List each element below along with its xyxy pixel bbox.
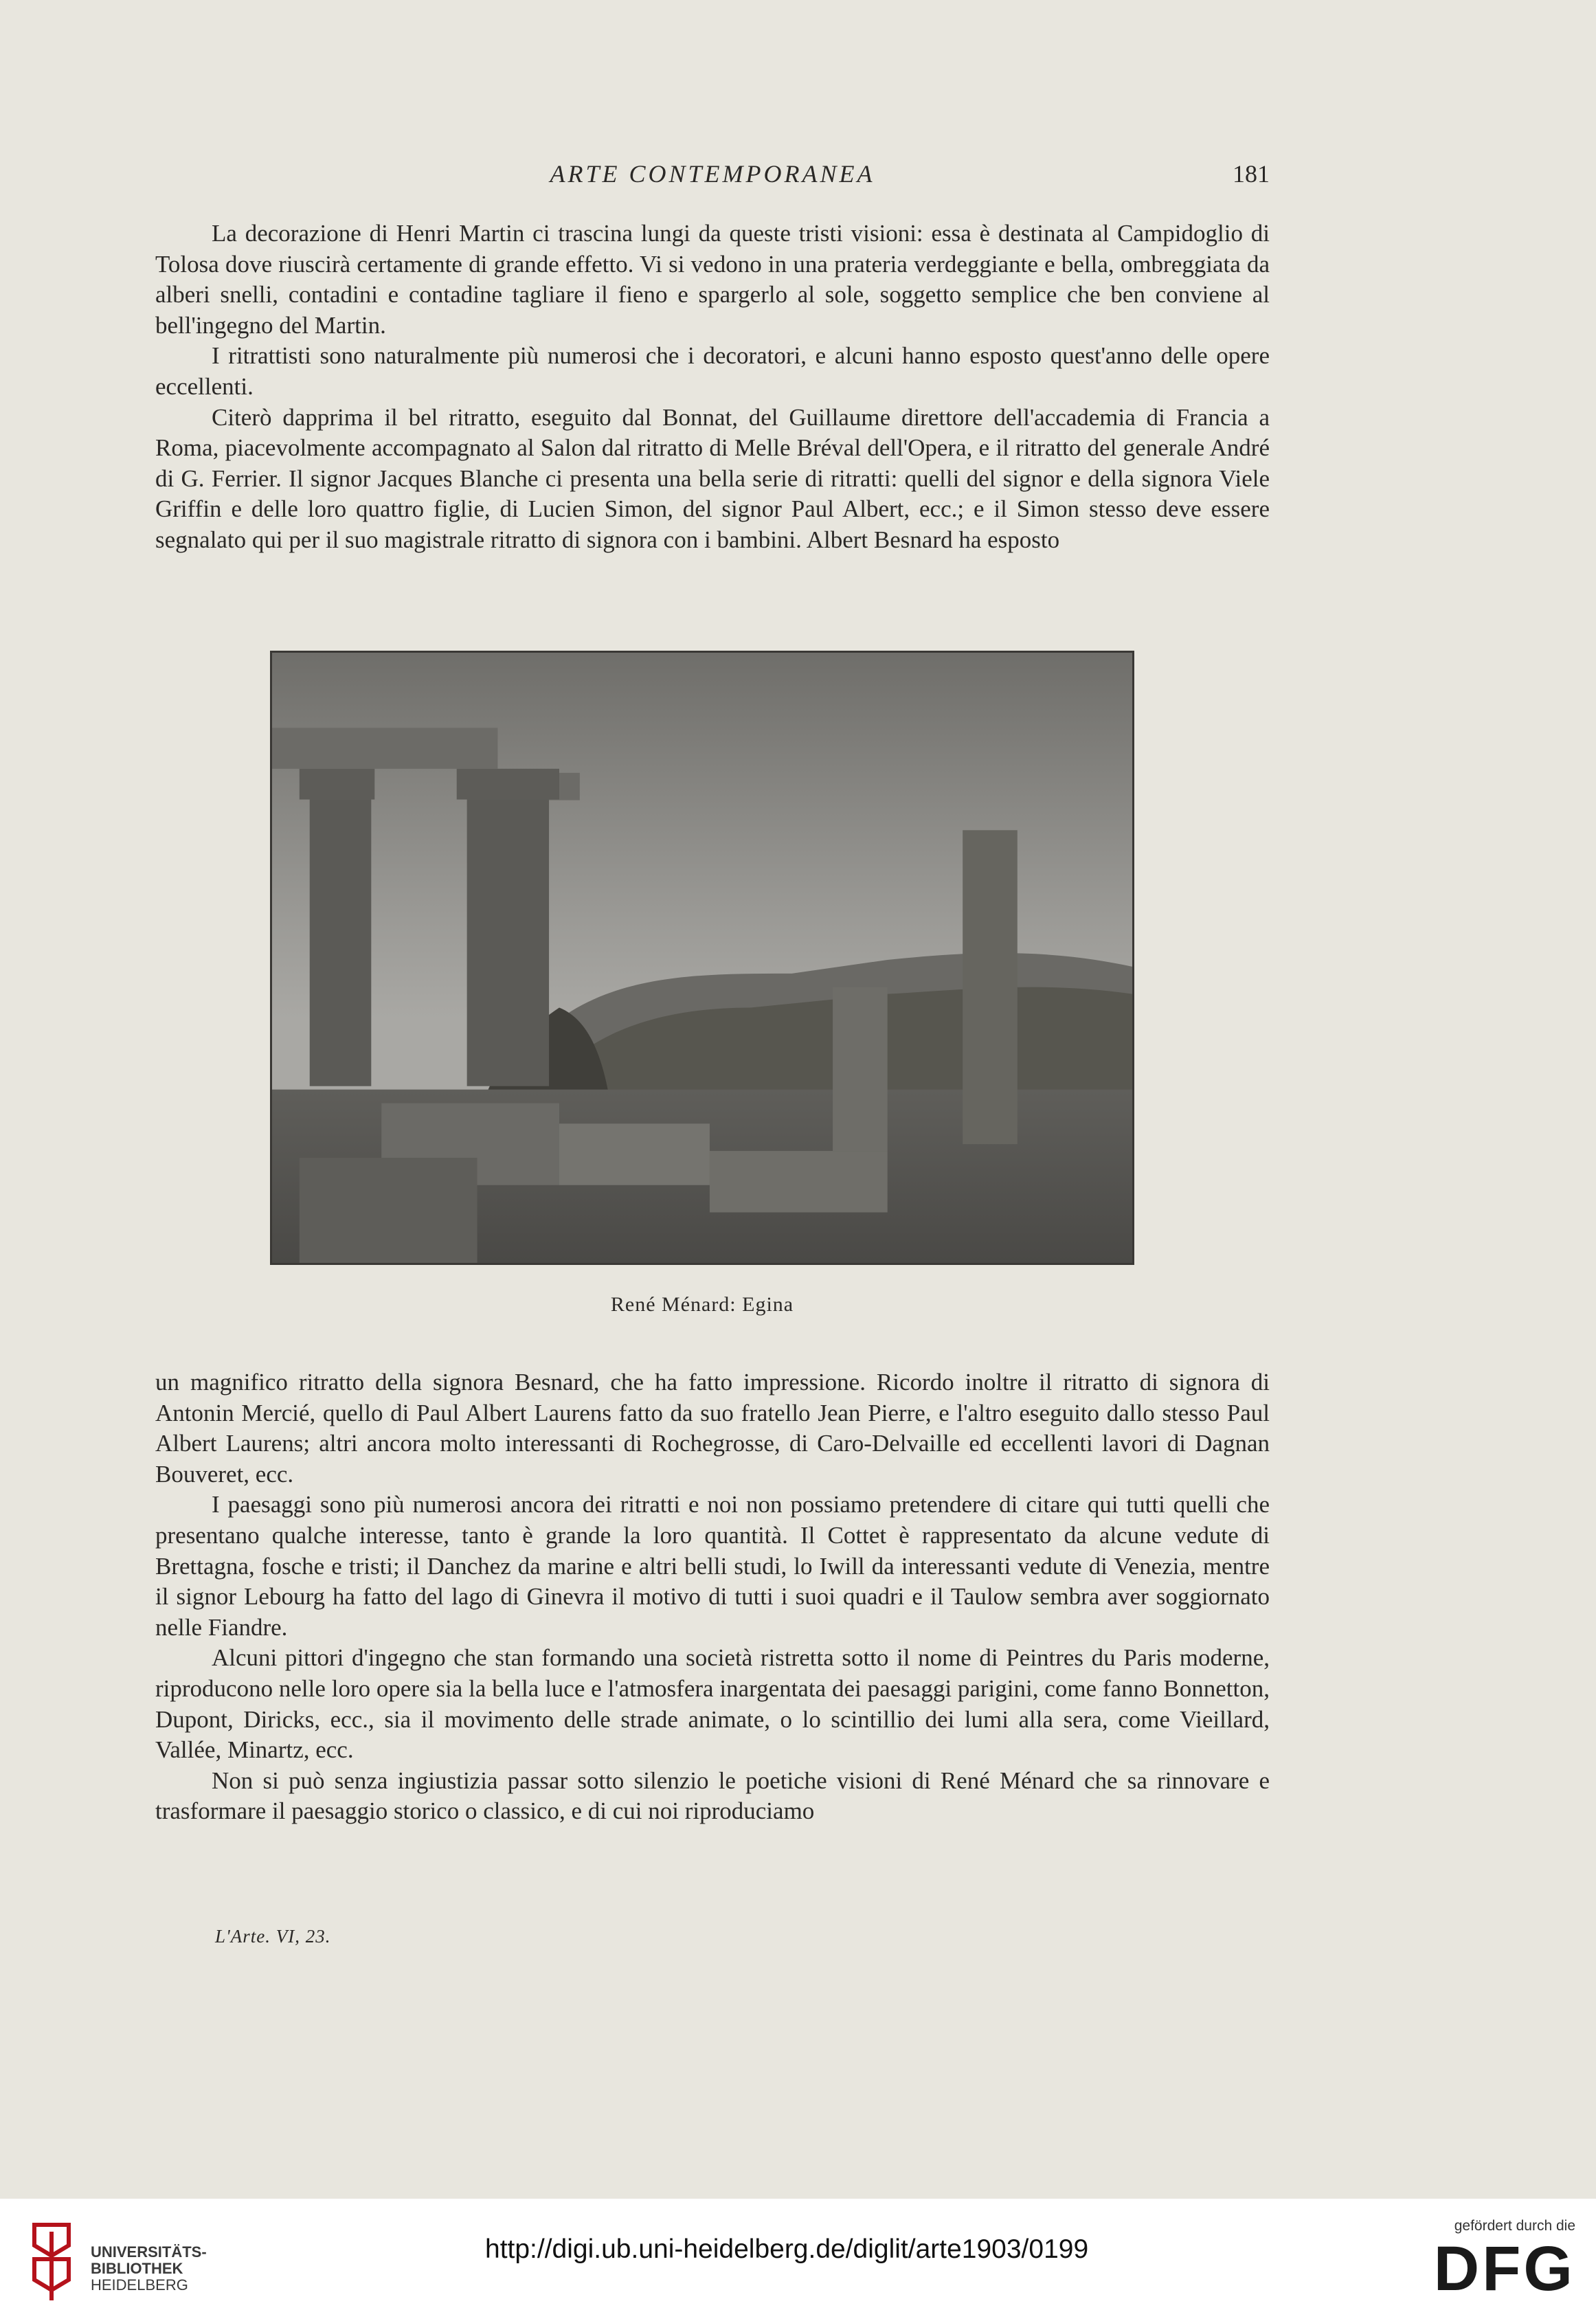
library-name <box>91 2244 207 2294</box>
digitization-footer <box>0 2199 1596 2321</box>
library-name-line1: UNIVERSITÄTS- <box>91 2243 207 2261</box>
library-logo <box>21 2218 213 2314</box>
body-text-top <box>155 218 1270 556</box>
library-logo-icon <box>21 2218 82 2307</box>
source-url[interactable]: http://digi.ub.uni-heidelberg.de/diglit/arte1903/0199 <box>485 2234 1089 2264</box>
page-number: 181 <box>1233 160 1270 188</box>
figure-caption: René Ménard: Egina <box>610 1293 794 1316</box>
paragraph: Non si può senza ingiustizia passar sotto silenzio le poetiche visioni di René Ménard che sa rinnovare e trasformare il paesaggio storico o classico, e di cui noi riproduciamo <box>155 1767 1270 1825</box>
paragraph: Alcuni pittori d'ingegno che stan formando una società ristretta sotto il nome di Peintres du Paris moderne, riproducono nelle loro opere sia la bella luce e l'atmosfera inargentata dei paesaggi parigini, come fanno Bonnetton, Dupont, Diricks, ecc., sia il movimento delle strade animate, o lo scintillio dei lumi alla sera, come Vieillard, Vallée, Minartz, ecc. <box>155 1644 1270 1764</box>
figure-plate-egina <box>270 651 1134 1265</box>
running-title: ARTE CONTEMPORANEA <box>550 160 875 188</box>
paragraph: Citerò dapprima il bel ritratto, eseguito dal Bonnat, del Guillaume direttore dell'accademia di Francia a Roma, piacevolmente accompagnato al Salon dal ritratto di Melle Bréval dell'Opera, e il ritratto del generale André di G. Ferrier. Il signor Jacques Blanche ci presenta una bella serie di ritratti: quelli del signor e della signora Viele Griffin e delle loro quattro figlie, di Lucien Simon, del signor Paul Albert, ecc.; e il Simon stesso deve essere segnalato qui per il suo magistrale ritratto di signora con i bambini. Albert Besnard ha esposto <box>155 403 1270 553</box>
library-name-line2: BIBLIOTHEK <box>91 2260 183 2277</box>
paragraph: I ritrattisti sono naturalmente più numerosi che i decoratori, e alcuni hanno esposto quest'anno delle opere eccellenti. <box>155 342 1270 400</box>
body-text-bottom <box>155 1367 1270 1827</box>
temple-ruins-photo <box>272 653 1132 1263</box>
signature-mark: L'Arte. VI, 23. <box>215 1926 331 1947</box>
library-name-line3: HEIDELBERG <box>91 2276 188 2294</box>
paragraph: I paesaggi sono più numerosi ancora dei ritratti e noi non possiamo pretendere di citare qui tutti quelli che presentano qualche interesse, tanto è grande la loro quantità. Il Cottet è rappresentato da alcune vedute di Brettagna, fosche e tristi; il Danchez da marine e altri belli studi, lo Iwill da interessanti vedute di Venezia, mentre il signor Lebourg ha fatto del lago di Ginevra il motivo di tutti i suoi quadri e il Taulow sembra aver soggiornato nelle Fiandre. <box>155 1491 1270 1641</box>
paragraph: La decorazione di Henri Martin ci trascina lungi da queste tristi visioni: essa è destinata al Campidoglio di Tolosa dove riuscirà certamente di grande effetto. Vi si vedono in una prateria verdeggiante e bella, ombreggiata da alberi snelli, contadini e contadine tagliare il fieno e spargerlo al sole, soggetto semplice che ben conviene al bell'ingegno del Martin. <box>155 220 1270 339</box>
funder-logo: DFG <box>1433 2234 1575 2304</box>
page-header <box>155 159 1270 201</box>
funding-note-label: gefördert durch die <box>1454 2218 1575 2234</box>
paragraph: un magnifico ritratto della signora Besnard, che ha fatto impressione. Ricordo inoltre il ritratto di signora di Antonin Mercié, quello di Paul Albert Laurens fatto da suo fratello Jean Pierre, e l'altro eseguito dallo stesso Paul Albert Laurens; altri ancora molto interessanti di Rochegrosse, di Caro-Delvaille ed eccellenti lavori di Dagnan Bouveret, ecc. <box>155 1369 1270 1488</box>
funding-note <box>1434 2218 1575 2303</box>
